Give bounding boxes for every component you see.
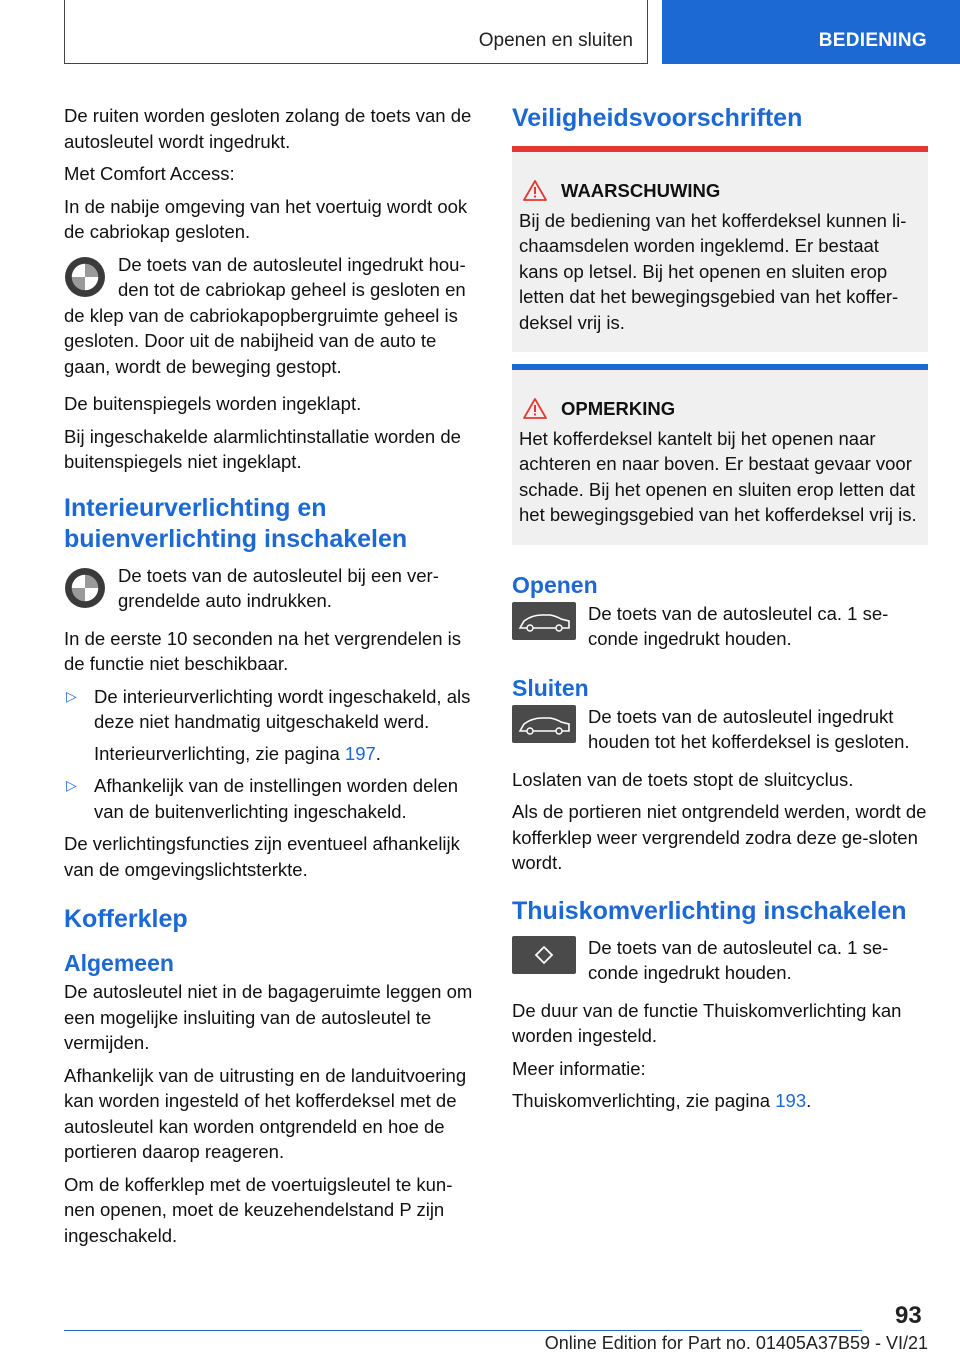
left-column [64, 103, 482, 1255]
heading-openen: Openen [512, 571, 598, 598]
paragraph: In de nabije omgeving van het voertuig wordt ook de cabriokap gesloten. [64, 195, 468, 242]
page-link-197[interactable]: 197 [344, 742, 376, 764]
paragraph: Afhankelijk van de uitrusting en de landuitvoering kan worden ingesteld of het kofferdeksel met de autosleutel kan worden ontgrendeld en hoe de portieren daarop reageren. [64, 1064, 467, 1162]
reference-label: Thuiskomverlichting, zie pagina [512, 1090, 771, 1111]
paragraph: De buitenspiegels worden ingeklapt. [64, 393, 362, 414]
car-trunk-icon [512, 602, 576, 640]
heading-kofferklep: Kofferklep [64, 905, 188, 933]
page-link-193[interactable]: 193 [775, 1090, 807, 1111]
bullet-text: De interieurverlichting wordt ingeschakeld, als deze niet handmatig uitgeschakeld werd. [94, 685, 471, 732]
note-title [519, 396, 920, 422]
home-light-icon [512, 936, 576, 974]
car-trunk-icon [512, 705, 576, 743]
heading-interior-lighting: Interieurverlichting en buienverlichting inschakelen [64, 493, 408, 553]
warning-box [512, 146, 928, 352]
list-item [64, 684, 482, 767]
heading-algemeen: Algemeen [64, 950, 174, 976]
paragraph: De toets van de autosleutel ca. 1 se-conde ingedrukt houden. [588, 602, 889, 649]
trunk-close-instruction [512, 704, 928, 755]
paragraph: Om de kofferklep met de voertuigsleutel te kun-nen openen, moet de keuzehendelstand P zijn ingeschakeld. [64, 1173, 453, 1246]
warning-title-text: WAARSCHUWING [561, 180, 721, 201]
reference-label: Interieurverlichting, zie pagina [94, 742, 340, 764]
reference-end: . [806, 1090, 812, 1111]
heading-safety: Veiligheidsvoorschriften [512, 104, 803, 132]
paragraph: Meer informatie: [512, 1057, 646, 1079]
home-light-instruction [512, 935, 928, 986]
bmw-key-icon [64, 256, 106, 298]
warning-title [519, 178, 920, 204]
paragraph: De duur van de functie Thuiskomverlichting kan worden ingesteld. [512, 999, 902, 1046]
note-box [512, 364, 928, 545]
key-instruction [64, 563, 482, 614]
paragraph: De toets van de autosleutel ingedrukt houden tot het kofferdeksel is gesloten. [588, 705, 910, 752]
footer-divider [64, 1330, 862, 1331]
heading-thuiskomverlichting: Thuiskomverlichting inschakelen [512, 896, 907, 925]
cross-reference [94, 741, 482, 767]
bullet-text: Afhankelijk van de instellingen worden delen van de buitenverlichting ingeschakeld. [94, 775, 459, 822]
note-text: Het kofferdeksel kantelt bij het openen naar achteren en naar boven. Er bestaat gevaar voor schade. Bij het openen en sluiten erop letten dat het bewegingsgebied van het kofferdeksel vrij is. [519, 427, 917, 525]
reference-end: . [375, 742, 381, 764]
heading-sluiten: Sluiten [512, 674, 589, 701]
warning-triangle-icon [523, 180, 547, 201]
warning-text: Bij de bediening van het kofferdeksel kunnen li-chaamsdelen worden ingeklemd. Er bestaat kans op letsel. Bij het openen en sluiten erop letten dat het bewegingsgebied van het koffer-deksel vrij is. [519, 209, 907, 333]
paragraph: De verlichtingsfuncties zijn eventueel afhankelijk van de omgevingslichtsterkte. [64, 833, 460, 880]
paragraph: De autosleutel niet in de bagageruimte leggen om een mogelijke insluiting van de autosleutel te vermijden. [64, 981, 473, 1053]
header-chapter-tab [662, 0, 960, 64]
paragraph: In de eerste 10 seconden na het vergrendelen is de functie niet beschikbaar. [64, 627, 462, 674]
paragraph: Met Comfort Access: [64, 163, 235, 184]
list-item [64, 773, 482, 824]
paragraph: Loslaten van de toets stopt de sluitcyclus. [512, 768, 854, 790]
warning-triangle-icon [523, 398, 547, 419]
paragraph: De ruiten worden gesloten zolang de toets van de autosleutel wordt ingedrukt. [64, 105, 472, 152]
header-chapter-title: BEDIENING [818, 30, 927, 51]
trunk-open-instruction [512, 601, 928, 652]
paragraph: Als de portieren niet ontgrendeld werden, wordt de kofferklep weer vergrendeld zodra deze ge-sloten wordt. [512, 801, 927, 873]
right-column [512, 103, 928, 1121]
paragraph: De toets van de autosleutel ca. 1 se-conde ingedrukt houden. [588, 936, 889, 983]
note-title-text: OPMERKING [561, 398, 676, 419]
header-section-tab [64, 0, 648, 64]
cross-reference [512, 1088, 928, 1114]
header-section-title: Openen en sluiten [478, 30, 633, 51]
paragraph: Bij ingeschakelde alarmlichtinstallatie worden de buitenspiegels niet ingeklapt. [64, 425, 461, 472]
footer-edition: Online Edition for Part no. 01405A37B59 - VI/21 [544, 1333, 928, 1353]
bmw-key-icon [64, 567, 106, 609]
bullet-triangle-icon: ▷ [66, 777, 77, 793]
paragraph: De toets van de autosleutel ingedrukt hou-den tot de cabriokap geheel is gesloten en de klep van de cabriokapopbergruimte geheel is gesloten. Door uit de nabijheid van de auto te gaan, wordt de beweging gestopt. [64, 253, 466, 377]
key-instruction [64, 252, 482, 380]
page-number: 93 [895, 1302, 922, 1329]
paragraph: De toets van de autosleutel bij een ver-grendelde auto indrukken. [118, 564, 439, 611]
bullet-triangle-icon: ▷ [66, 687, 77, 704]
